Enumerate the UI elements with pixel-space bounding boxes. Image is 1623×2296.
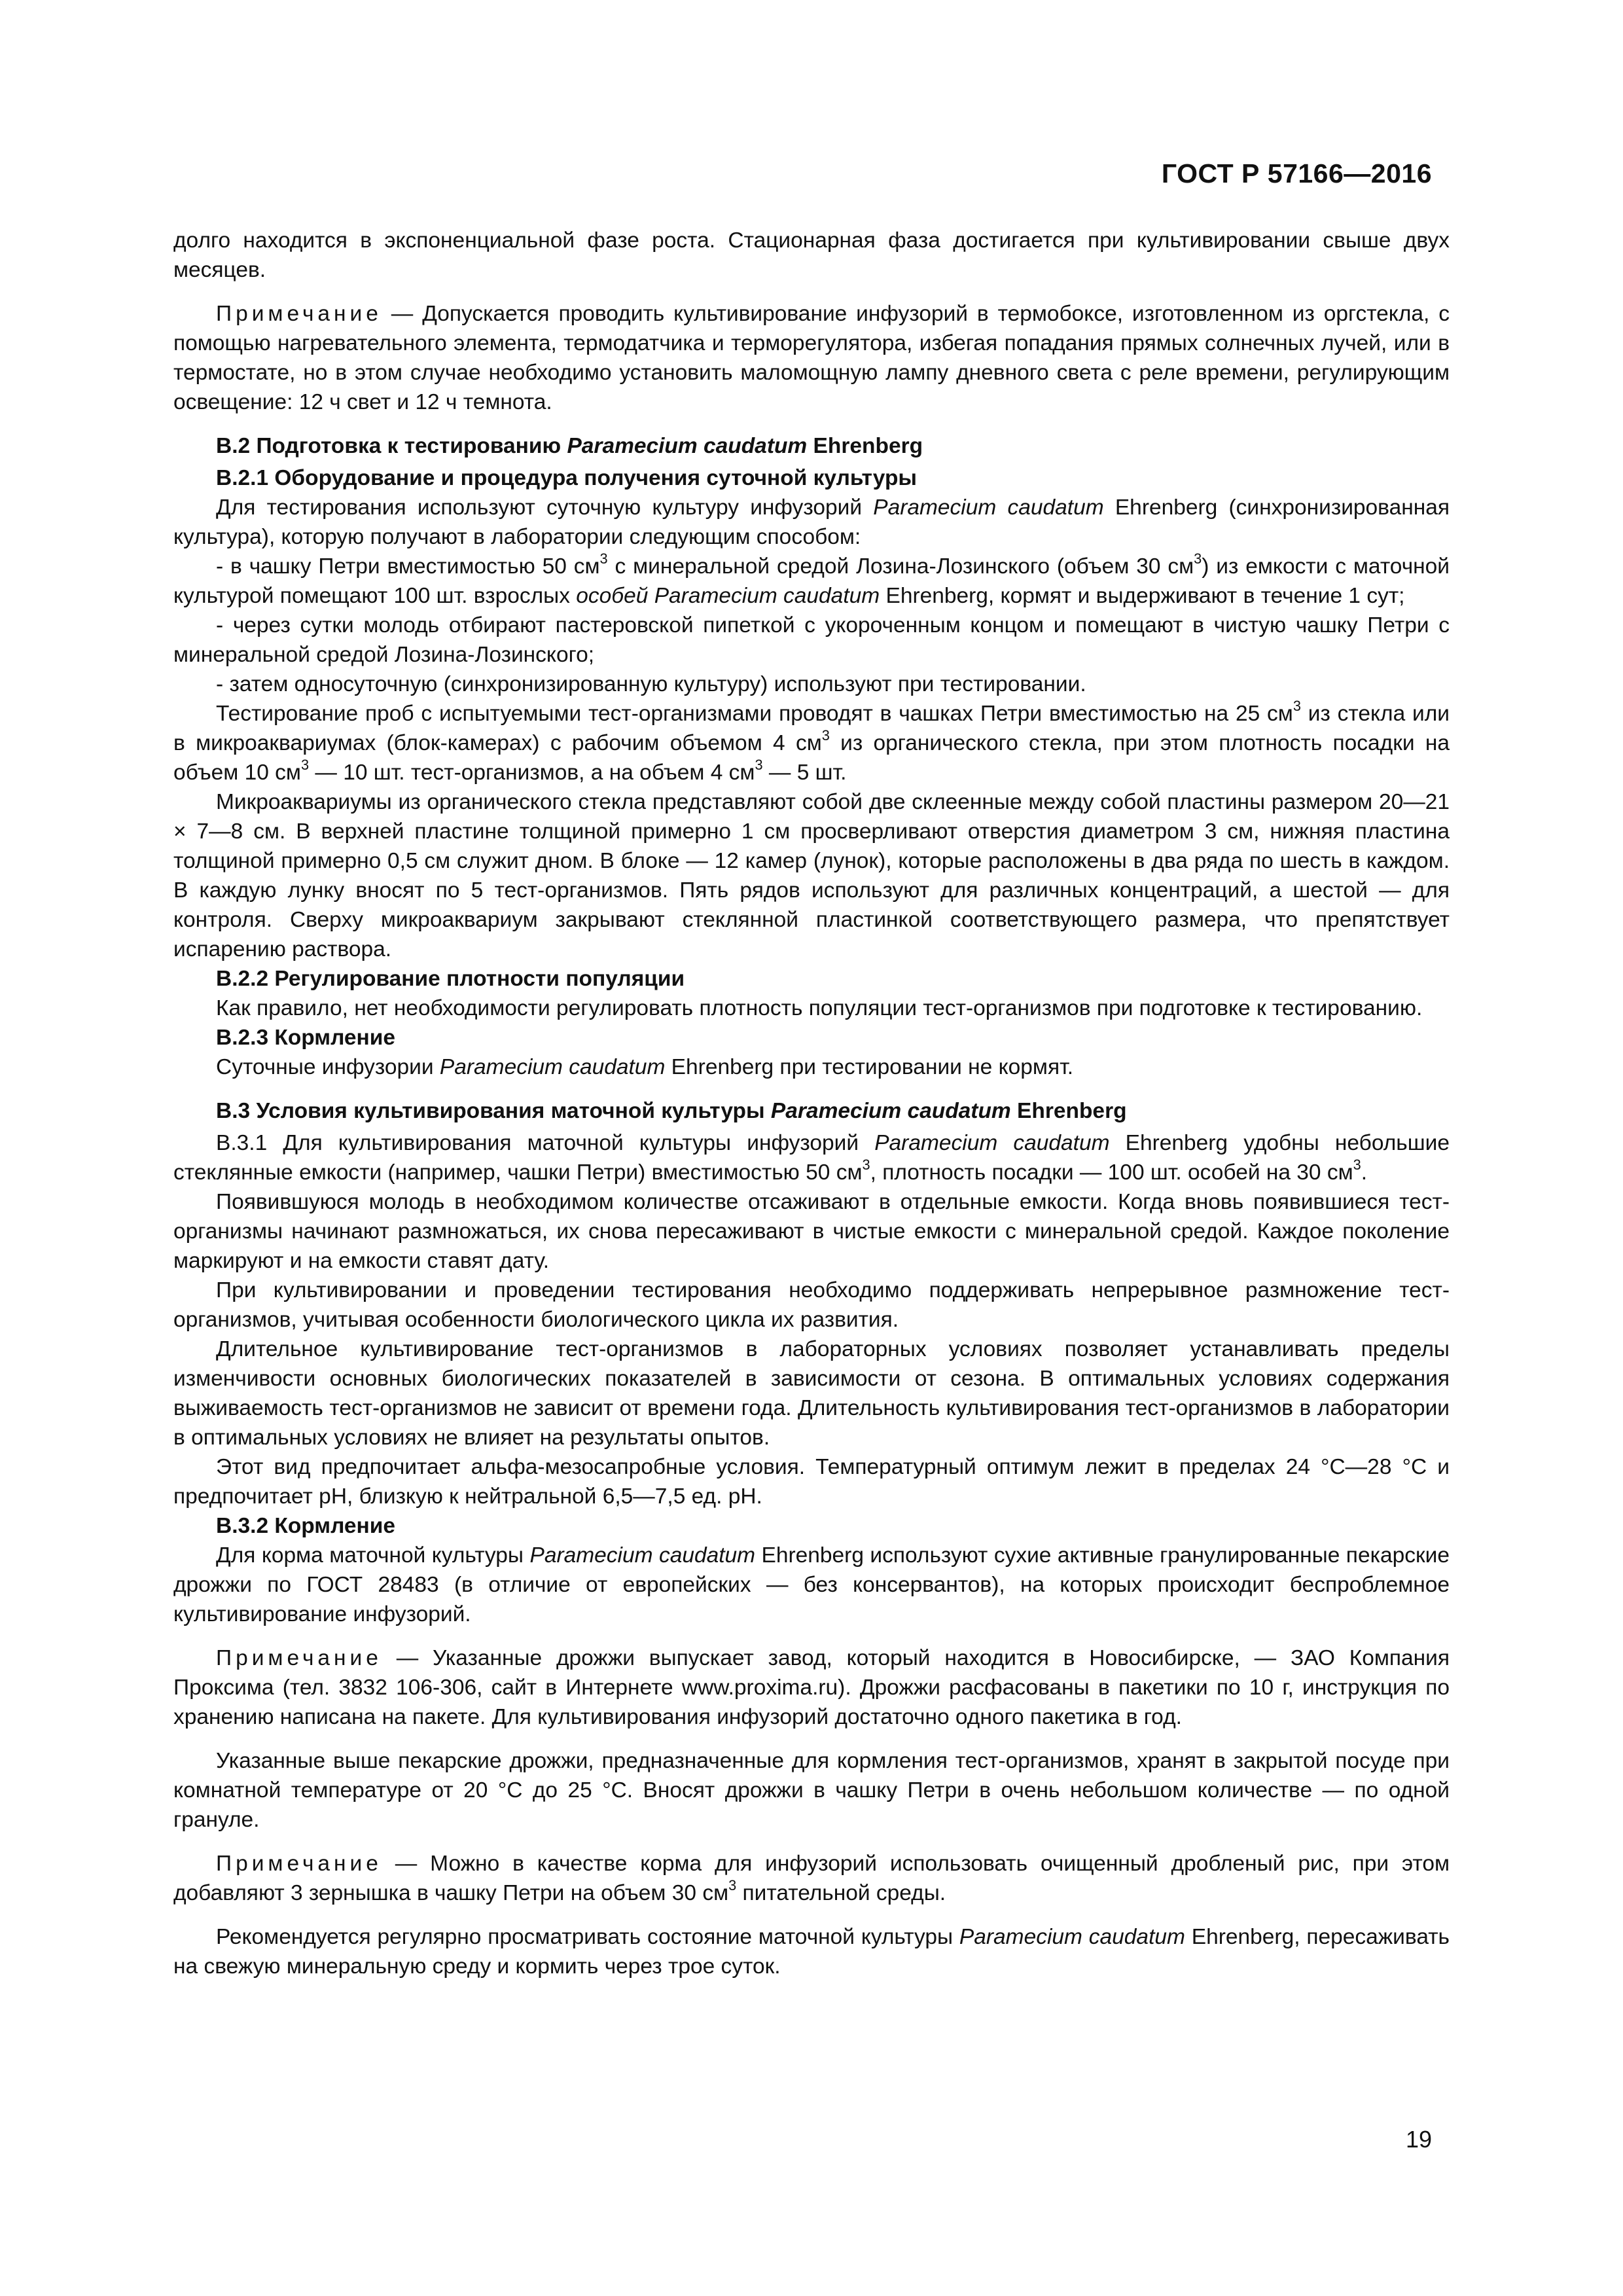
b21-list-item-1: - в чашку Петри вместимостью 50 $см^3$ с минеральной средой Лозина-Лозинского (объем 30 $см^3$) из емкости с маточной культурой помещают 100 шт. взрослых особей Paramecium caudatum Ehrenberg, кормят и выдерживают в течение 1 сут; [173,550,1450,608]
note-label: Примечание [216,1646,382,1670]
b31-paragraph-5: Этот вид предпочитает альфа-мезосапробные условия. Температурный оптимум лежит в пределах 24 °С—28 °С и предпочитает pH, близкую к нейтральной 6,5—7,5 ед. pH. [173,1455,1450,1509]
section-b23-title: В.2.3 Кормление [216,1026,396,1050]
note-3: Примечание — Можно в качестве корма для инфузорий использовать очищенный дробленый рис, при этом добавляют 3 зернышка в чашку Петри на объем 30 $см^3$ питательной среды. [173,1852,1450,1905]
section-b21-title: В.2.1 Оборудование и процедура получения суточной культуры [216,466,918,490]
section-b3-title: В.3 Условия культивирования маточной культуры Paramecium caudatum Ehrenberg [216,1099,1127,1123]
page-body [173,226,1450,1981]
b31-paragraph-1: В.3.1 Для культивирования маточной культуры инфузорий Paramecium caudatum Ehrenberg удобны небольшие стеклянные емкости (например, чашки Петри) вместимостью 50 $см^3$, плотность посадки — 100 шт. особей на 30 $см^3$. [173,1131,1450,1185]
b31-paragraph-3: При культивировании и проведении тестирования необходимо поддерживать непрерывное размножение тест-организмов, учитывая особенности биологического цикла их развития. [173,1278,1450,1332]
b22-paragraph-1: Как правило, нет необходимости регулировать плотность популяции тест-организмов при подготовке к тестированию. [216,996,1423,1020]
section-b22-title: В.2.2 Регулирование плотности популяции [216,967,685,991]
note-label: Примечание [216,302,382,326]
note-1: Примечание — Допускается проводить культивирование инфузорий в термобоксе, изготовленном из оргстекла, с помощью нагревательного элемента, термодатчика и терморегулятора, избегая попадания прямых солнечных лучей, или в термостате, но в этом случае необходимо установить маломощную лампу дневного света с реле времени, регулирующим освещение: 12 ч свет и 12 ч темнота. [173,302,1450,414]
document-code: ГОСТ Р 57166—2016 [1161,158,1432,188]
b21-paragraph-2: Тестирование проб с испытуемыми тест-организмами проводят в чашках Петри вместимостью на 25 $см^3$ из стекла или в микроаквариумах (блок-камерах) с рабочим объемом 4 $см^3$ из органического стекла, при этом плотность посадки на объем 10 $см^3$ — 10 шт. тест-организмов, а на объем 4 $см^3$ — 5 шт. [173,697,1450,785]
b31-paragraph-2: Появившуюся молодь в необходимом количестве отсаживают в отдельные емкости. Когда вновь появившиеся тест-организмы начинают размножаться, их снова пересаживают в чистые емкости с минеральной средой. Каждое поколение маркируют и на емкости ставят дату. [173,1190,1450,1273]
b21-paragraph-3: Микроаквариумы из органического стекла представляют собой две склеенные между собой пластины размером 20—21 × 7—8 см. В верхней пластине толщиной примерно 1 см просверливают отверстия диаметром 3 см, нижняя пластина толщиной примерно 0,5 см служит дном. В блоке — 12 камер (лунок), которые расположены в два ряда по шесть в каждом. В каждую лунку вносят по 5 тест-организмов. Пять рядов используют для различных концентраций, а шестой — для контроля. Сверху микроаквариум закрывают стеклянной пластинкой соответствующего размера, что препятствует испарению раствора. [173,790,1450,961]
b21-list-item-2: - через сутки молодь отбирают пастеровской пипеткой с укороченным концом и помещают в чистую чашку Петри с минеральной средой Лозина-Лозинского; [173,613,1450,667]
paragraph-intro: долго находится в экспоненциальной фазе роста. Стационарная фаза достигается при культивировании свыше двух месяцев. [173,228,1450,282]
b21-paragraph-1: Для тестирования используют суточную культуру инфузорий Paramecium caudatum Ehrenberg (синхронизированная культура), которую получают в лаборатории следующим способом: [173,495,1450,549]
section-b2-title: В.2 Подготовка к тестированию Paramecium caudatum Ehrenberg [216,434,923,458]
note-label: Примечание [216,1852,382,1876]
section-b32-title: В.3.2 Кормление [216,1514,396,1538]
b32-paragraph-1: Для корма маточной культуры Paramecium caudatum Ehrenberg используют сухие активные гранулированные пекарские дрожжи по ГОСТ 28483 (в отличие от европейских — без консервантов), на которых происходит беспроблемное культивирование инфузорий. [173,1543,1450,1626]
b32-paragraph-3: Рекомендуется регулярно просматривать состояние маточной культуры Paramecium caudatum Ehrenberg, пересаживать на свежую минеральную среду и кормить через трое суток. [173,1925,1450,1979]
b23-paragraph-1: Суточные инфузории Paramecium caudatum Ehrenberg при тестировании не кормят. [216,1055,1074,1079]
b32-paragraph-2: Указанные выше пекарские дрожжи, предназначенные для кормления тест-организмов, хранят в закрытой посуде при комнатной температуре от 20 °С до 25 °С. Вносят дрожжи в чашку Петри в очень небольшом количестве — по одной грануле. [173,1749,1450,1832]
note-2: Примечание — Указанные дрожжи выпускает завод, который находится в Новосибирске, — ЗАО Компания Проксима (тел. 3832 106-306, сайт в Интернете www.proxima.ru). Дрожжи расфасованы в пакетики по 10 г, инструкция по хранению написана на пакете. Для культивирования инфузорий достаточно одного пакетика в год. [173,1646,1450,1729]
b21-list-item-3: - затем односуточную (синхронизированную культуру) используют при тестировании. [216,672,1086,696]
b31-paragraph-4: Длительное культивирование тест-организмов в лабораторных условиях позволяет устанавливать пределы изменчивости основных биологических показателей в зависимости от сезона. В оптимальных условиях содержания выживаемость тест-организмов не зависит от времени года. Длительность культивирования тест-организмов в лаборатории в оптимальных условиях не влияет на результаты опытов. [173,1337,1450,1450]
page-number: 19 [1405,2126,1432,2153]
